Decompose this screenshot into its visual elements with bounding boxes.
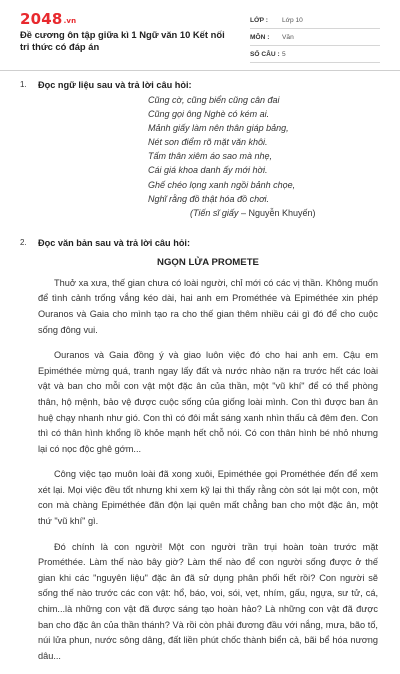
poem-line: Nghĩ rằng đồ thật hóa đồ chơi. [148,193,270,204]
poem-source-title: (Tiến sĩ giấy [190,207,239,218]
poem-line: Tấm thân xiêm áo sao mà nhẹ, [148,151,273,162]
question-prompt: Đọc ngữ liệu sau và trả lời câu hỏi: [38,80,192,90]
meta-value: Văn [282,33,294,41]
poem-source-author: – Nguyễn Khuyến) [238,207,316,218]
meta-row-class [250,12,380,29]
meta-row-question-count [250,46,380,63]
meta-row-subject [250,29,380,46]
meta-key: SỐ CÂU : [250,50,280,58]
document-content [0,80,400,674]
meta-value: Lớp 10 [282,16,303,24]
poem-line: Nét son điểm rõ mặt văn khôi. [148,137,268,148]
poem [38,90,378,220]
poem-line: Cũng gọi ông Nghè có kém ai. [148,109,270,120]
question-number: 1. [20,80,27,89]
meta-key: MÔN : [250,33,270,41]
poem-line: Cũng cờ, cũng biển cũng cân đai [148,95,280,105]
story-paragraph: Công việc tạo muôn loài đã xong xuôi, Epiméthée gọi Prométhée đến để xem xét lại. Mọi việc đều tốt nhưng khi xem kỹ lại thì thấy rằng còn sót lại một con, một con mà chàng Epiméthée đãn độn lại quên mất chẳng ban cho một đặc ân, một thứ "vũ khí" gì. [38,469,378,527]
story-paragraph: Thuở xa xưa, thế gian chưa có loài người, chỉ mới có các vị thần. Không muốn để tình cảnh trống vắng kéo dài, hai anh em Prométhée và Epiméthée xin phép Ouranos và Gaia cho mình tạo ra cho thế gian thêm nhiều cái gì đó để cho cuộc sống đông vui. [38,277,378,335]
header-divider [0,70,400,71]
meta-value: 5 [282,50,286,58]
question-2 [0,238,400,665]
poem-line: Mảnh giấy làm nên thân giáp bảng, [148,123,289,134]
poem-source [148,206,378,220]
meta-key: LỚP : [250,16,268,24]
document-meta [250,12,380,63]
question-prompt: Đọc văn bản sau và trả lời câu hỏi: [38,237,191,248]
poem-line: Ghế chéo lọng xanh ngồi bảnh chọe, [148,179,296,190]
question-1 [0,80,400,220]
logo-suffix: .vn [63,17,77,25]
page-header [0,0,400,70]
story-title: NGỌN LỬA PROMETE [157,256,259,268]
document-title: Đề cương ôn tập giữa kì 1 Ngữ văn 10 Kết nối tri thức có đáp án [20,29,225,52]
story-paragraph: Ouranos và Gaia đồng ý và giao luôn việc đó cho hai anh em. Cậu em Epiméthée mừng quá, tranh ngay lấy đất và nước nhào nặn ra trước hết các loài vật và ban cho mỗi con vật một đặc ân của thần, một "vũ khí" để có thể phòng thân, hộ mệnh, bảo vệ được cuộc sống của giống loài mình. Con thì được ban ân huệ chạy nhanh như gió. Con thì có đôi mắt sáng xanh nhìn thấu cả đêm đen. Con thì có thân hình khổng lồ khỏe mạnh hết chỗ nói. Có con thân hình bé nhỏ nhưng lại có nọc độc ghê gớm... [38,350,378,454]
story-paragraph: Đó chính là con người! Một con người trần trụi hoàn toàn trước mặt Prométhée. Làm thế nào bây giờ? Làm thế nào để con người sống được ở thế gian khi các "nguyên liệu" đặc ân đã sử dụng phân phối hết rồi? Con người sẽ sống thế nào trước các con vật: hổ, báo, voi, sói, vẹt, nhím, gấu, ngựa, sư tử, cá, chim...là những con vật đã được sáng tạo hoàn hảo? Là những con vật đã được ban cho đặc ân của thần thánh? Và rồi còn phải đương đầu với nắng, mưa, bão tố, núi lửa phun, nước sông dâng, đất liền phút chốc thành biển cả, bãi bể hóa nương dâu... [38,541,378,661]
poem-line: Cái giá khoa danh ấy mới hời. [148,165,268,176]
question-number: 2. [20,237,27,247]
logo-text: 2048 [20,10,63,28]
site-logo[interactable] [20,10,76,28]
